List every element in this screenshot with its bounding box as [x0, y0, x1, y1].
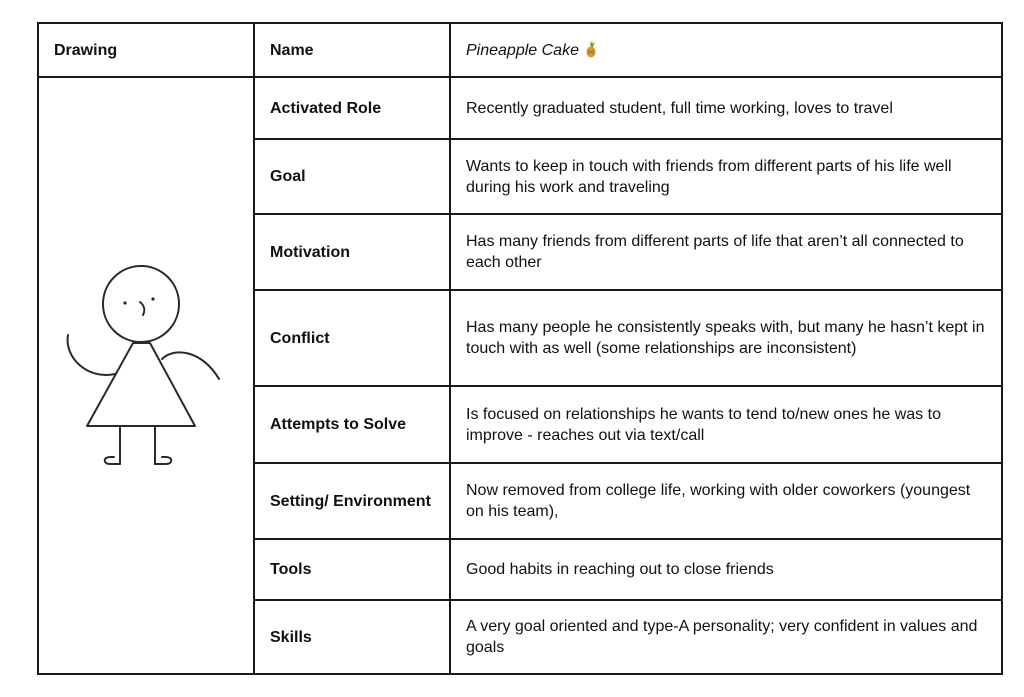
pineapple-icon	[584, 40, 598, 58]
drawing-header: Drawing	[38, 23, 254, 77]
row-label: Tools	[254, 539, 450, 600]
name-header: Name	[254, 23, 450, 77]
row-value: Wants to keep in touch with friends from different parts of his life well during his work and traveling	[450, 139, 1002, 214]
row-label: Goal	[254, 139, 450, 214]
row-value: Recently graduated student, full time working, loves to travel	[450, 77, 1002, 139]
row-label: Conflict	[254, 290, 450, 386]
figure-left-foot	[105, 457, 120, 464]
figure-nose	[140, 302, 144, 315]
row-value: A very goal oriented and type-A personality; very confident in values and goals	[450, 600, 1002, 674]
figure-right-eye	[151, 297, 154, 300]
persona-name: Pineapple Cake	[466, 41, 579, 59]
figure-right-foot	[155, 457, 171, 464]
row-value: Now removed from college life, working with older coworkers (youngest on his team),	[450, 463, 1002, 539]
figure-body	[87, 343, 195, 426]
figure-left-eye	[123, 301, 126, 304]
figure-left-arm	[68, 335, 115, 375]
name-value-cell	[450, 23, 1002, 77]
row-value: Has many people he consistently speaks with, but many he hasn’t kept in touch with as well (some relationships are inconsistent)	[450, 290, 1002, 386]
persona-table	[37, 22, 1003, 675]
row-value: Is focused on relationships he wants to tend to/new ones he was to improve - reaches out via text/call	[450, 386, 1002, 463]
table-row	[38, 77, 1002, 139]
figure-right-arm	[162, 352, 219, 379]
row-label: Activated Role	[254, 77, 450, 139]
row-label: Attempts to Solve	[254, 386, 450, 463]
row-value: Has many friends from different parts of life that aren’t all connected to each other	[450, 214, 1002, 290]
row-label: Motivation	[254, 214, 450, 290]
stick-figure-drawing	[39, 78, 255, 675]
drawing-cell	[38, 77, 254, 674]
row-value: Good habits in reaching out to close friends	[450, 539, 1002, 600]
row-label: Skills	[254, 600, 450, 674]
header-row	[38, 23, 1002, 77]
row-label: Setting/ Environment	[254, 463, 450, 539]
